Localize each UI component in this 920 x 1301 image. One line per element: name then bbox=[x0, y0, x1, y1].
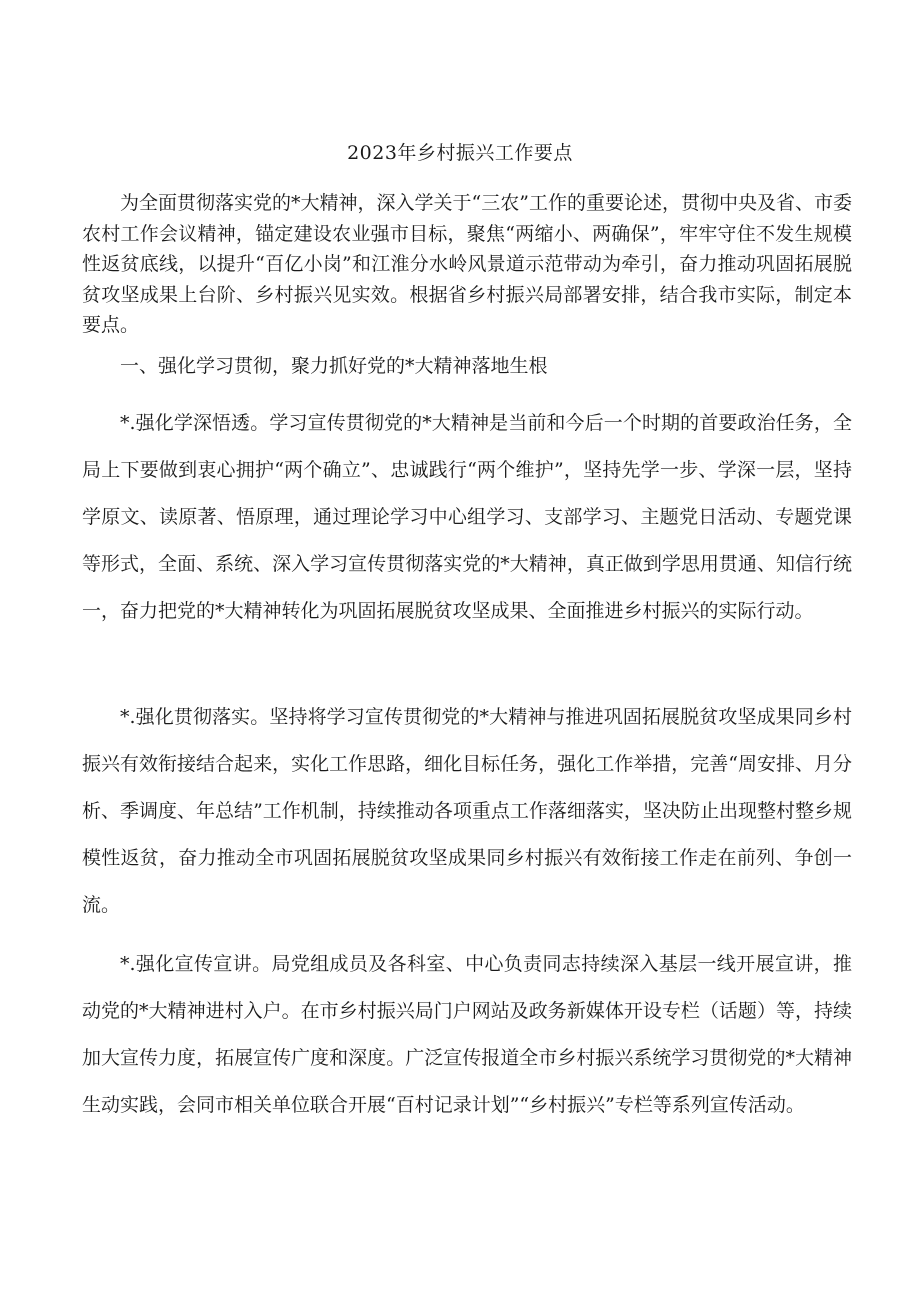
document-title: 2023年乡村振兴工作要点 bbox=[347, 142, 573, 164]
section-heading: 一、强化学习贯彻，聚力抓好党的*大精神落地生根 bbox=[120, 355, 548, 377]
item-lead: *.强化贯彻落实。 bbox=[120, 706, 270, 728]
item-body: 局党组成员及各科室、中心负责同志持续深入基层一线开展宣讲，推动党的*大精神进村入户。在市乡村振兴局门户网站及政务新媒体开设专栏（话题）等，持续加大宣传力度，拓展宣传广度和深度。广泛宣传报道全市乡村振兴系统学习贯彻党的*大精神生动实践，会同市相关单位联合开展“百村记录计划”“乡村振兴”专栏等系列宣传活动。 bbox=[82, 953, 852, 1116]
item-paragraph-study bbox=[82, 400, 852, 635]
item-lead: *.强化学深悟透。 bbox=[120, 412, 270, 434]
item-paragraph-publicity bbox=[82, 941, 852, 1129]
item-body: 坚持将学习宣传贯彻党的*大精神与推进巩固拓展脱贫攻坚成果同乡村振兴有效衔接结合起来，实化工作思路，细化目标任务，强化工作举措，完善“周安排、月分析、季调度、年总结”工作机制，持续推动各项重点工作落细落实，坚决防止出现整村整乡规模性返贫，奋力推动全市巩固拓展脱贫攻坚成果同乡村振兴有效衔接工作走在前列、争创一流。 bbox=[82, 706, 852, 916]
item-paragraph-implement bbox=[82, 694, 852, 929]
item-body: 学习宣传贯彻党的*大精神是当前和今后一个时期的首要政治任务，全局上下要做到衷心拥护“两个确立”、忠诚践行“两个维护”，坚持先学一步、学深一层，坚持学原文、读原著、悟原理，通过理论学习中心组学习、支部学习、主题党日活动、专题党课等形式，全面、系统、深入学习宣传贯彻落实党的*大精神，真正做到学思用贯通、知信行统一，奋力把党的*大精神转化为巩固拓展脱贫攻坚成果、全面推进乡村振兴的实际行动。 bbox=[82, 412, 852, 622]
item-lead: *.强化宣传宣讲。 bbox=[120, 953, 272, 975]
intro-paragraph: 为全面贯彻落实党的*大精神，深入学关于“三农”工作的重要论述，贯彻中央及省、市委农村工作会议精神，锚定建设农业强市目标，聚焦“两缩小、两确保”，牢牢守住不发生规模性返贫底线，以提升“百亿小岗”和江淮分水岭风景道示范带动为牵引，奋力推动巩固拓展脱贫攻坚成果上台阶、乡村振兴见实效。根据省乡村振兴局部署安排，结合我市实际，制定本要点。 bbox=[82, 192, 852, 336]
